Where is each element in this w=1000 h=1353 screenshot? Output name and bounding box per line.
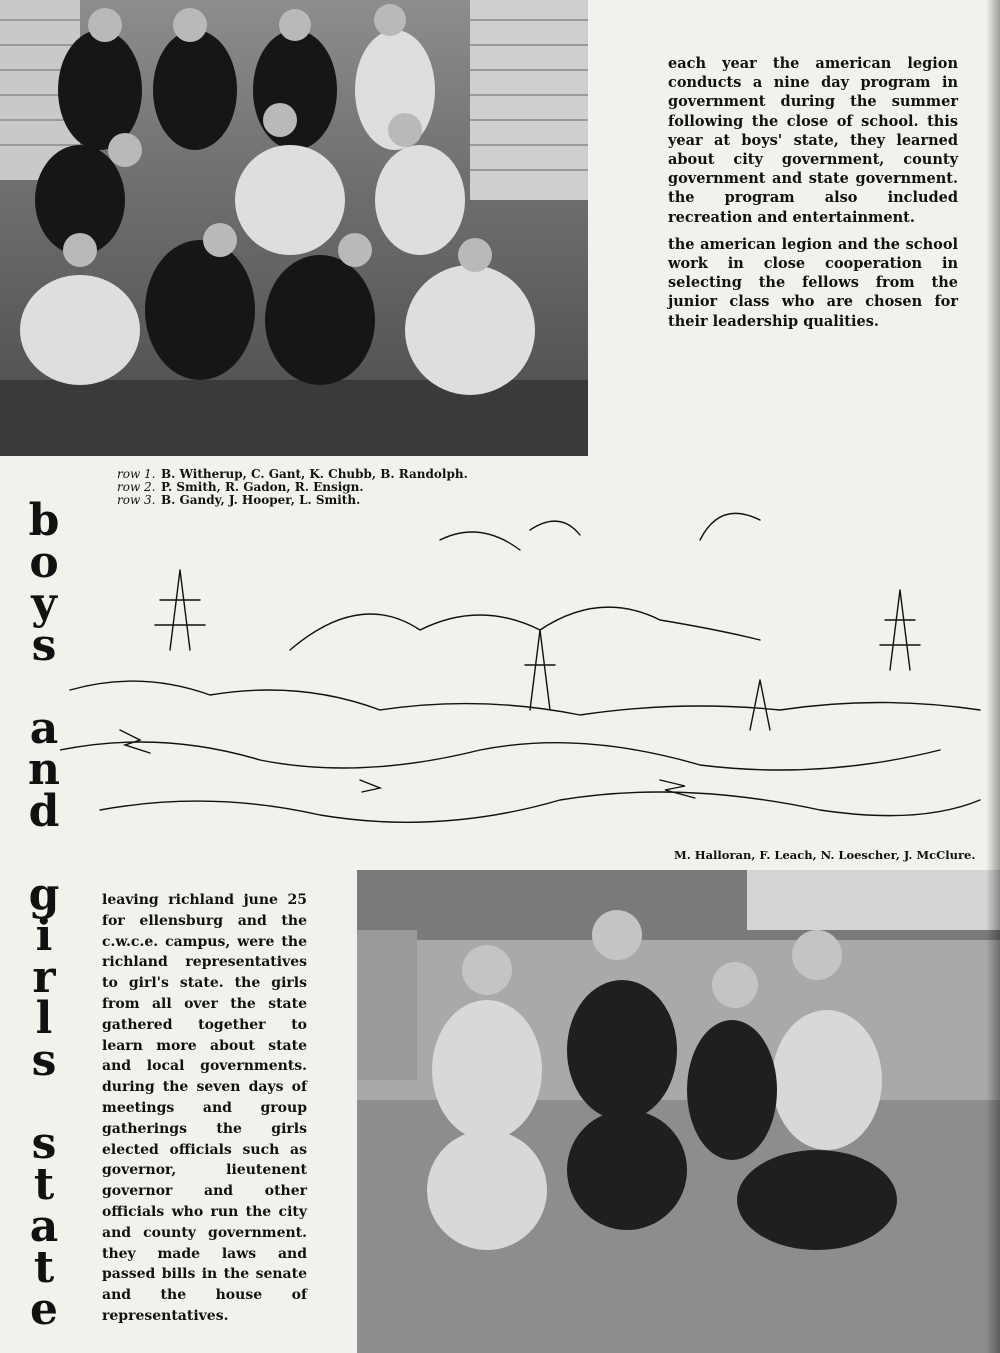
page-edge-shadow	[986, 0, 1000, 1353]
boys-state-text	[668, 54, 958, 339]
girls-state-text	[102, 890, 307, 1335]
caption-row: row 2. P. Smith, R. Gadon, R. Ensign.	[117, 480, 364, 494]
boys-paragraph-1: each year the american legion conducts a nine day program in government during the summer following the close of school. this year at boys' state, they learned about city government, county government and state government. the program also included recreation and entertainment.	[668, 55, 958, 226]
girls-photo-caption: M. Halloran, F. Leach, N. Loescher, J. McClure.	[674, 848, 976, 862]
landscape-sketch	[60, 480, 990, 850]
caption-row: row 1. B. Witherup, C. Gant, K. Chubb, B. Randolph.	[117, 467, 468, 481]
caption-row: row 3. B. Gandy, J. Hooper, L. Smith.	[117, 493, 361, 507]
boys-state-photo	[0, 0, 588, 456]
girls-state-photo	[357, 870, 1000, 1353]
vertical-page-title: b o y s a n d g i r l s s t a t e	[28, 495, 60, 1335]
boys-paragraph-2: the american legion and the school work in close cooperation in selecting the fellows from the junior class who are chosen for their leadership qualities.	[668, 235, 958, 330]
girls-paragraph: leaving richland june 25 for ellensburg and the c.w.c.e. campus, were the richland representatives to girl's state. the girls from all over the state gathered together to learn more about state and local governments. during the seven days of meetings and group gatherings the girls elected officials such as governor, lieutenent governor and other officials who run the city and county government. they made laws and passed bills in the senate and the house of representatives.	[102, 892, 307, 1324]
